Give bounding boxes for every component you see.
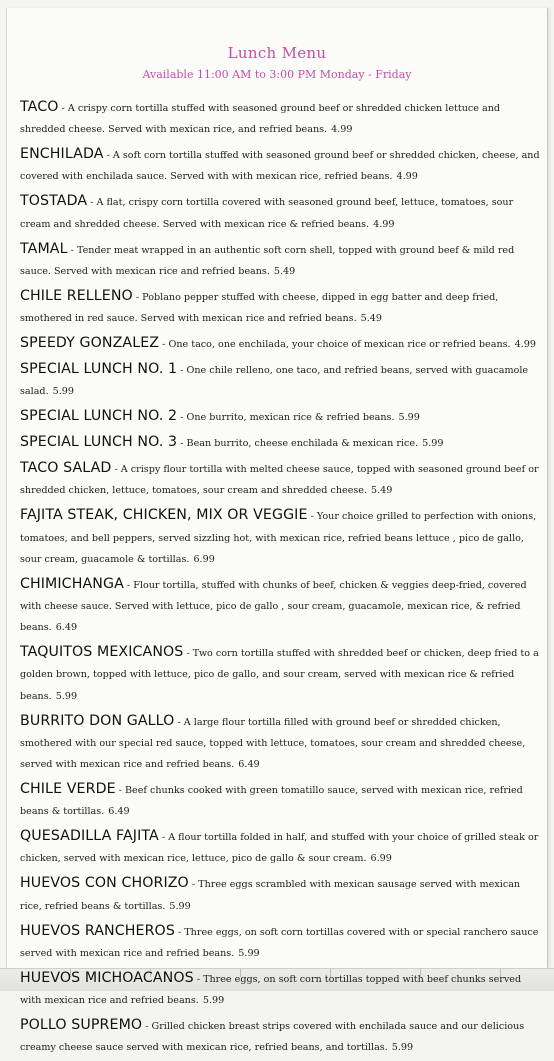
menu-item-description: Poblano pepper stuffed with cheese, dipped in egg batter and deep fried, smothered in red sauce. Served with mexican rice and refried beans. <box>20 291 499 325</box>
menu-item-price: 5.99 <box>422 438 444 450</box>
menu-item-name: SPECIAL LUNCH NO. 3 <box>20 434 178 451</box>
menu-item-separator: - <box>142 1021 152 1033</box>
menu-item-price: 5.99 <box>169 900 191 912</box>
menu-item-price: 5.99 <box>238 947 260 959</box>
menu-item-price: 5.99 <box>391 1042 414 1054</box>
menu-item <box>20 778 540 821</box>
menu-item-price: 6.99 <box>193 553 215 565</box>
menu-item-description: A large flour tortilla filled with ground beef or shredded chicken, smothered with our special red sauce, topped with lettuce, tomatoes, sour cream and shredded cheese, served with mexican rice and refried beans. <box>20 716 526 771</box>
menu-item-price: 6.49 <box>238 759 260 771</box>
menu-item-name: TAQUITOS MEXICANOS <box>20 644 184 661</box>
menu-item-name: SPEEDY GONZALEZ <box>20 335 160 352</box>
menu-item-separator: - <box>174 926 185 938</box>
menu-item-text <box>20 358 540 401</box>
menu-items-list <box>20 96 540 1061</box>
menu-item-text <box>20 504 540 568</box>
menu-item-price: 5.49 <box>360 313 382 325</box>
menu-item-description: Tender meat wrapped in an authentic soft corn shell, topped with ground beef & mild red sauce. Served with mexican rice and refried beans. <box>20 244 515 277</box>
menu-item-description: Grilled chicken breast strips covered with enchilada sauce and our delicious creamy cheese sauce served with mexican rice, refried beans, and tortillas. <box>20 1021 525 1054</box>
menu-item <box>20 1014 540 1057</box>
menu-item-description: A flour tortilla folded in half, and stuffed with your choice of grilled steak or chicken, served with mexican rice, lettuce, pico de gallo & sour cream. <box>20 832 539 865</box>
menu-item-description: One chile relleno, one taco, and refried beans, served with guacamole salad. <box>20 365 529 398</box>
menu-item-text <box>20 573 540 637</box>
menu-item-separator: - <box>123 579 134 591</box>
menu-item-separator: - <box>177 438 187 450</box>
menu-item <box>20 872 540 915</box>
menu-item-separator: - <box>58 103 68 114</box>
menu-item-name: BURRITO DON GALLO <box>20 712 175 729</box>
menu-item-price: 5.99 <box>55 690 78 702</box>
menu-item-description: Bean burrito, cheese enchilada & mexican rice. <box>186 438 419 450</box>
menu-item-separator: - <box>67 244 77 256</box>
menu-item-name: SPECIAL LUNCH NO. 2 <box>20 408 178 425</box>
menu-item-description: One taco, one enchilada, your choice of mexican rice or refried beans. <box>168 339 511 351</box>
menu-item <box>20 573 540 637</box>
menu-item-separator: - <box>87 197 97 209</box>
menu-item-description: Three eggs, on soft corn tortillas topped with beef chunks served with mexican rice and refried beans. <box>20 973 522 1007</box>
menu-item-separator: - <box>115 785 125 797</box>
menu-item <box>20 143 540 186</box>
menu-item-text <box>20 457 540 500</box>
menu-item <box>20 190 540 233</box>
menu-item <box>20 710 540 774</box>
menu-item-text <box>20 641 540 705</box>
menu-item-text <box>20 825 540 868</box>
menu-item-description: Three eggs, on soft corn tortillas covered with or special ranchero sauce served with mexican rice and refried beans. <box>20 926 539 959</box>
menu-item <box>20 96 540 139</box>
menu-item-text <box>20 405 540 427</box>
menu-item-description: Beef chunks cooked with green tomatillo sauce, served with mexican rice, refried beans & tortillas. <box>20 785 523 818</box>
menu-item-price: 6.49 <box>108 806 130 818</box>
menu-item-text <box>20 431 540 453</box>
menu-item-description: A crispy flour tortilla with melted cheese sauce, topped with seasoned ground beef or shredded chicken, lettuce, tomatoes, sour cream and shredded cheese. <box>20 464 539 497</box>
menu-item-text <box>20 238 540 281</box>
menu-item-text <box>20 190 540 233</box>
menu-item <box>20 825 540 868</box>
menu-item-description: A flat, crispy corn tortilla covered with seasoned ground beef, lettuce, tomatoes, sour cream and shredded cheese. Served with mexican rice & refried beans. <box>20 197 514 230</box>
menu-item-price: 4.99 <box>373 218 395 230</box>
menu-item <box>20 332 540 354</box>
menu-item-separator: - <box>183 648 193 660</box>
menu-item-name: POLLO SUPREMO <box>20 1017 143 1034</box>
menu-item-description: Your choice grilled to perfection with onions, tomatoes, and bell peppers, served sizzling hot, with mexican rice, refried beans lettuce , pico de gallo, sour cream, guacamole & tortillas. <box>20 511 537 565</box>
menu-item-price: 5.99 <box>52 386 74 398</box>
menu-item-text <box>20 778 540 821</box>
menu-item-separator: - <box>188 879 199 891</box>
menu-item-name: HUEVOS RANCHEROS <box>20 922 175 939</box>
menu-item-text <box>20 967 540 1010</box>
menu-item-separator: - <box>132 291 143 303</box>
menu-item-description: Two corn tortilla stuffed with shredded beef or chicken, deep fried to a golden brown, topped with lettuce, pico de gallo, and sour cream, served with mexican rice & refried beans. <box>20 648 539 702</box>
menu-item-name: QUESADILLA FAJITA <box>20 828 159 845</box>
menu-item-name: FAJITA STEAK, CHICKEN, MIX OR VEGGIE <box>20 507 308 524</box>
menu-item-text <box>20 332 540 354</box>
menu-item-name: HUEVOS MICHOACANOS <box>20 969 194 986</box>
menu-item-price: 4.99 <box>514 339 536 351</box>
menu-item-name: CHILE RELLENO <box>20 287 133 304</box>
menu-item-text <box>20 1014 540 1057</box>
menu-item <box>20 285 540 328</box>
menu-item <box>20 405 540 427</box>
menu-item <box>20 504 540 568</box>
menu-item-price: 4.99 <box>396 171 418 183</box>
menu-item-name: TAMAL <box>20 240 68 257</box>
menu-item <box>20 641 540 705</box>
menu-item <box>20 920 540 963</box>
menu-item-description: A soft corn tortilla stuffed with seasoned ground beef or shredded chicken, cheese, and covered with enchilada sauce. Served with with mexican rice, refried beans. <box>20 150 540 183</box>
menu-item-text <box>20 285 540 328</box>
menu-item <box>20 358 540 401</box>
menu-item-description: Three eggs scrambled with mexican sausage served with mexican rice, refried beans & tortillas. <box>20 879 521 912</box>
menu-item <box>20 238 540 281</box>
menu-title: Lunch Menu <box>227 44 327 62</box>
menu-item-name: TOSTADA <box>20 193 88 210</box>
menu-item <box>20 431 540 453</box>
menu-item-name: CHIMICHANGA <box>20 575 124 592</box>
menu-item-description: Flour tortilla, stuffed with chunks of beef, chicken & veggies deep-fried, covered with cheese sauce. Served with lettuce, pico de gallo , sour cream, guacamole, mexican rice, & refried beans. <box>20 579 527 634</box>
menu-item-price: 5.49 <box>371 485 393 497</box>
menu-hours: Available 11:00 AM to 3:00 PM Monday - Friday <box>142 68 412 81</box>
menu-item-text <box>20 96 540 139</box>
menu-item-text <box>20 710 540 774</box>
menu-item-name: ENCHILADA <box>20 146 104 163</box>
menu-item-separator: - <box>177 412 187 424</box>
menu-item-description: One burrito, mexican rice & refried beans. <box>186 412 395 424</box>
menu-item-name: CHILE VERDE <box>20 781 116 798</box>
menu-item-separator: - <box>174 716 184 728</box>
menu-item-text <box>20 872 540 915</box>
menu-item-name: SPECIAL LUNCH NO. 1 <box>20 361 178 378</box>
menu-item-separator: - <box>158 832 169 844</box>
menu-item-name: HUEVOS CON CHORIZO <box>20 875 189 892</box>
menu-item-separator: - <box>177 365 187 377</box>
menu-item-price: 5.99 <box>202 995 225 1007</box>
menu-item-name: TACO <box>20 99 59 115</box>
menu-item-price: 4.99 <box>331 124 353 136</box>
menu-item <box>20 457 540 500</box>
menu-item-description: A crispy corn tortilla stuffed with seasoned ground beef or shredded chicken lettuce and shredded cheese. Served with mexican rice, and refried beans. <box>20 103 501 136</box>
menu-item-price: 5.49 <box>273 265 296 277</box>
menu-item-text <box>20 143 540 186</box>
menu-item-separator: - <box>111 464 121 476</box>
menu-item-separator: - <box>307 511 317 523</box>
menu-item-price: 6.49 <box>55 622 78 634</box>
menu-item-separator: - <box>193 973 204 985</box>
menu-item-price: 5.99 <box>398 412 420 424</box>
menu-item-separator: - <box>159 339 169 351</box>
menu-item-separator: - <box>103 150 113 162</box>
menu-item-name: TACO SALAD <box>20 460 112 477</box>
menu-item <box>20 967 540 1010</box>
menu-item-text <box>20 920 540 963</box>
menu-item-price: 6.99 <box>370 853 392 865</box>
